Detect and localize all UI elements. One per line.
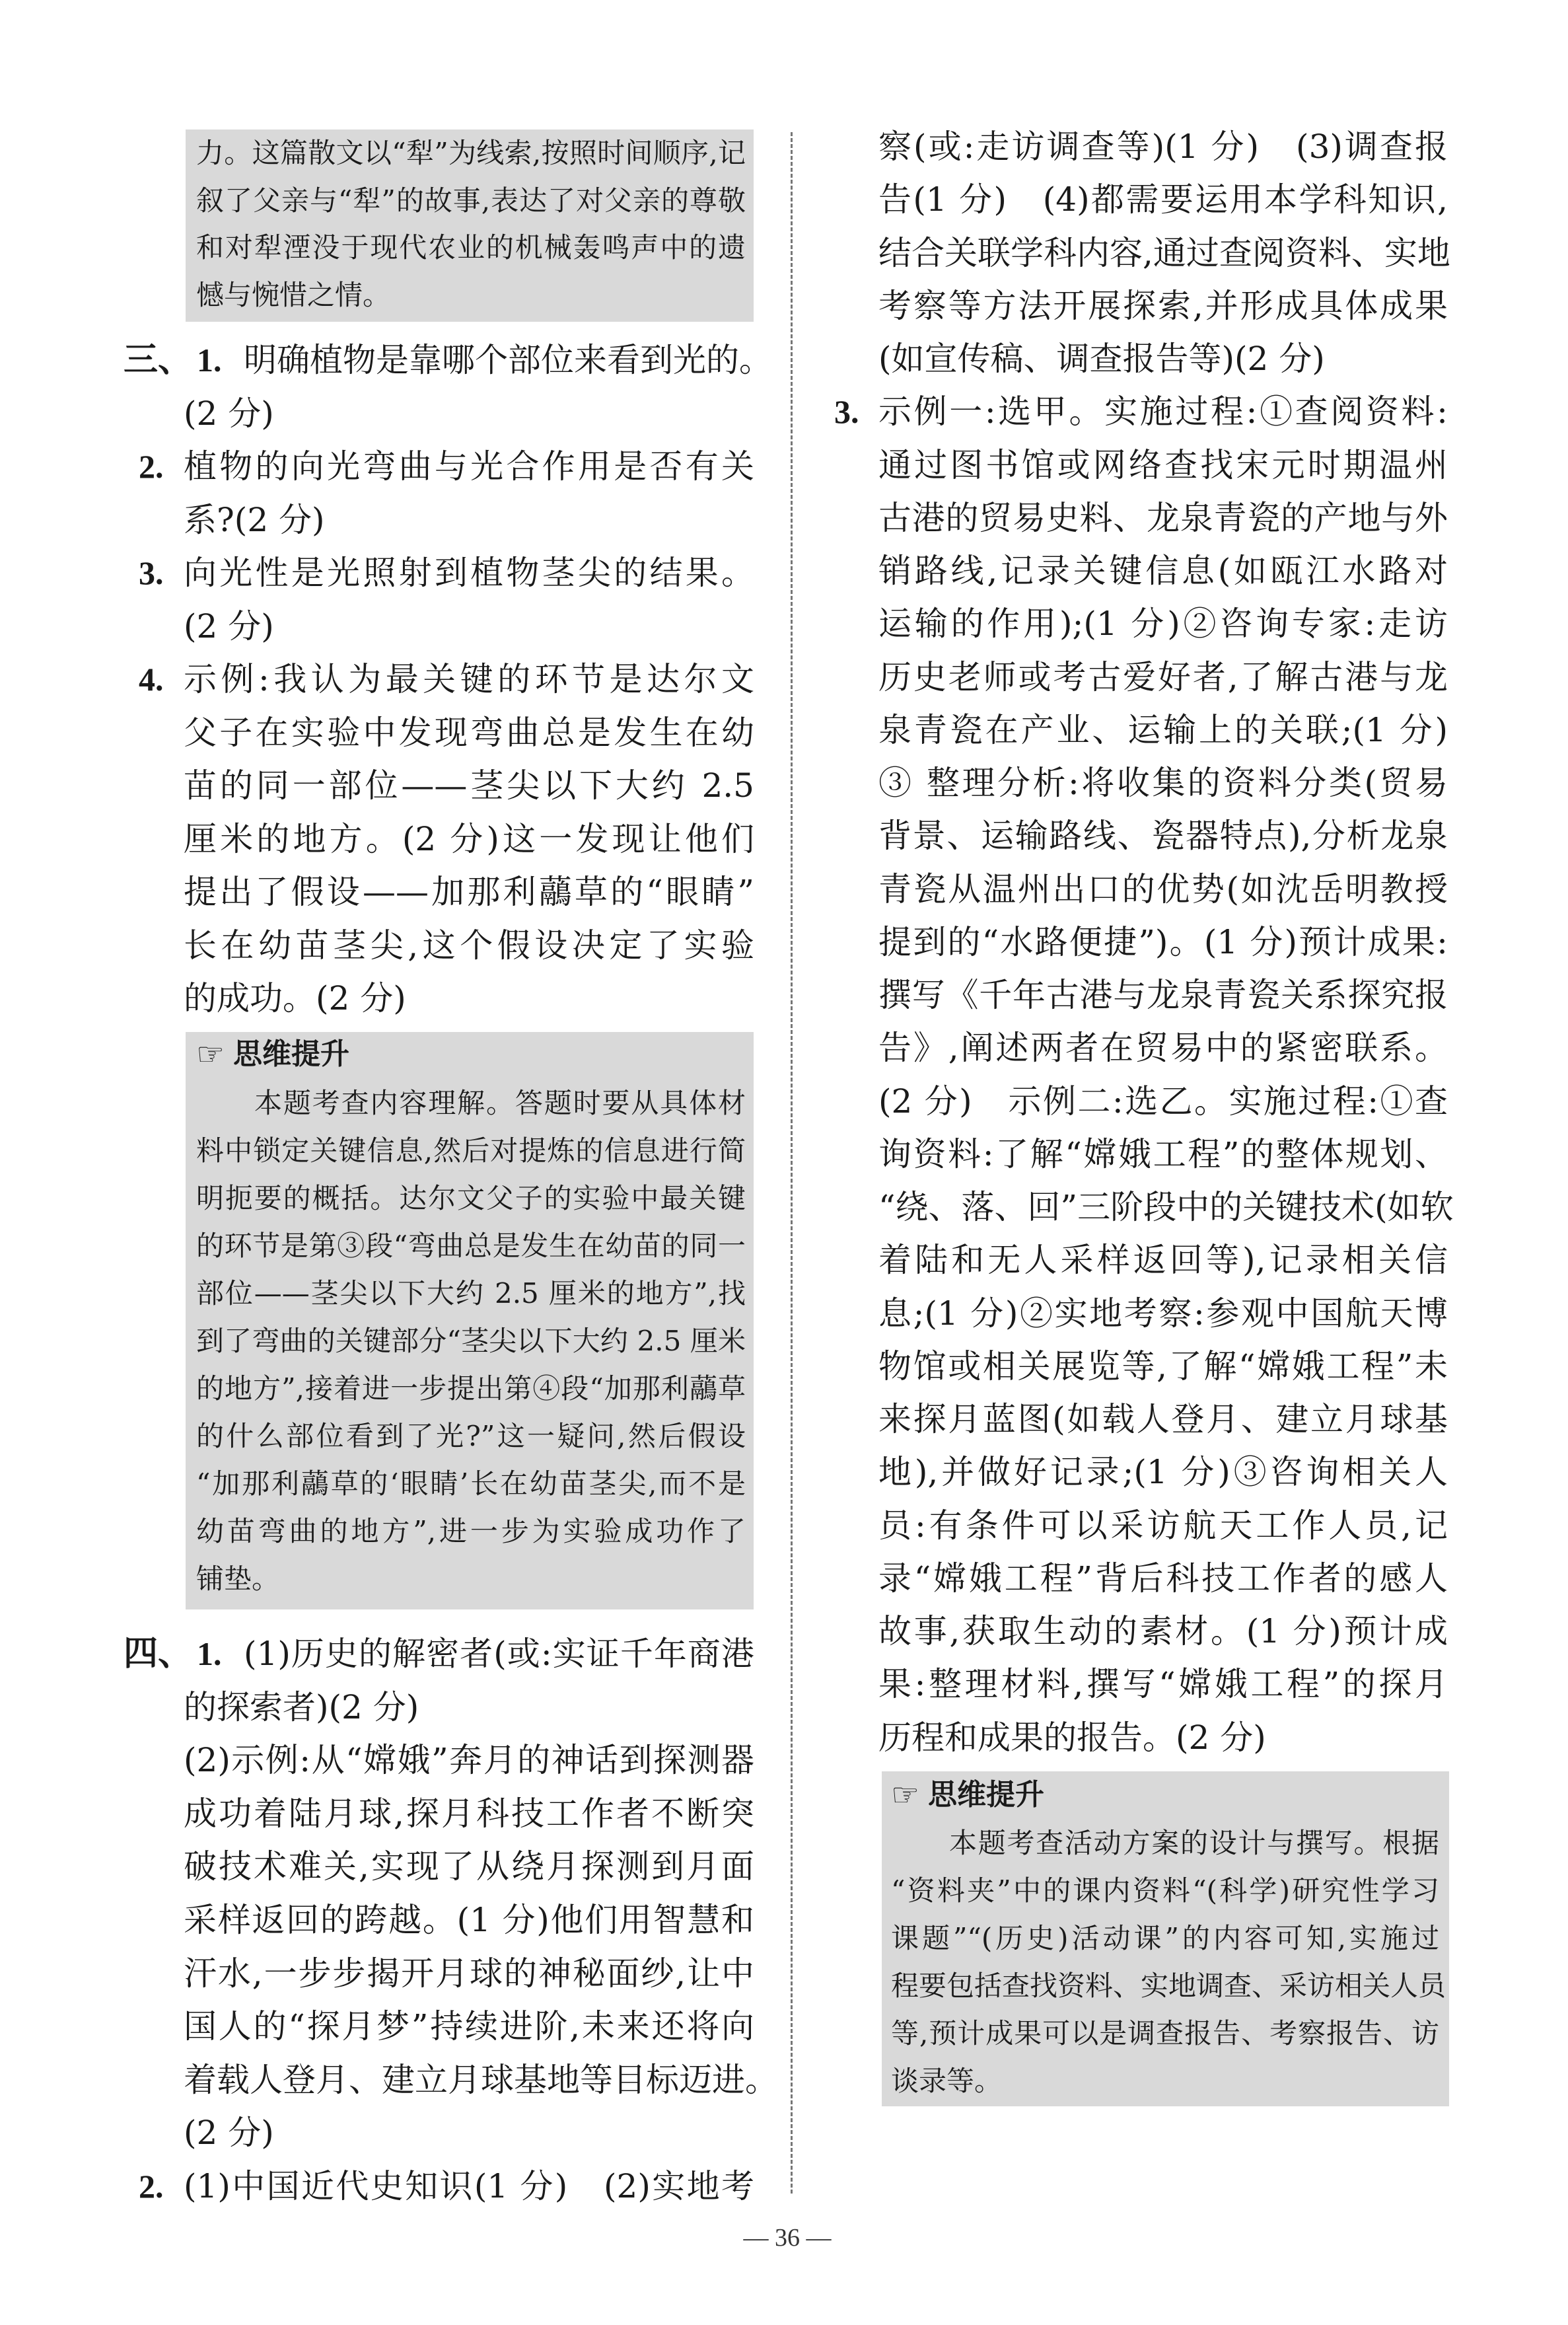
text-line: 叙了父亲与“犁”的故事,表达了对父亲的尊敬 bbox=[196, 184, 746, 217]
item-number: 2. bbox=[139, 2168, 164, 2205]
page-number: — 36 — bbox=[743, 2224, 832, 2252]
text-line: (1)中国近代史知识(1 分) (2)实地考 bbox=[184, 2167, 754, 2205]
text-line: (2 分) bbox=[184, 394, 274, 433]
text-line: 果:整理材料,撰写“嫦娥工程”的探月 bbox=[878, 1665, 1448, 1704]
text-line: 的地方”,接着进一步提出第④段“加那利虉草 bbox=[196, 1372, 746, 1405]
text-line: 泉青瓷在产业、运输上的关联;(1 分) bbox=[878, 710, 1448, 749]
text-line: (2 分) 示例二:选乙。实施过程:①查 bbox=[878, 1082, 1448, 1121]
text-line: 息;(1 分)②实地考察:参观中国航天博 bbox=[878, 1294, 1448, 1333]
text-line: 的探索者)(2 分) bbox=[184, 1687, 419, 1726]
item-number: 2. bbox=[139, 448, 164, 485]
text-line: 长在幼苗茎尖,这个假设决定了实验 bbox=[184, 926, 754, 965]
text-line: 员:有条件可以采访航天工作人员,记 bbox=[878, 1506, 1448, 1545]
text-line: (2 分) bbox=[184, 2114, 274, 2153]
text-line: 来探月蓝图(如载人登月、建立月球基 bbox=[878, 1400, 1448, 1438]
text-line: (2 分) bbox=[184, 607, 274, 646]
text-line: 撰写《千年古港与龙泉青瓷关系探究报 bbox=[878, 976, 1448, 1014]
text-line: 故事,获取生动的素材。(1 分)预计成 bbox=[878, 1612, 1448, 1650]
text-line: 程要包括查找资料、实地调查、采访相关人员 bbox=[891, 1970, 1446, 2002]
item-number: 3. bbox=[834, 393, 859, 431]
item-number: 3. bbox=[139, 554, 164, 591]
text-line: 部位——茎尖以下大约 2.5 厘米的地方”,找 bbox=[196, 1277, 746, 1310]
section-label: 四、 bbox=[124, 1633, 193, 1674]
text-line: (2)示例:从“嫦娥”奔月的神话到探测器 bbox=[184, 1741, 754, 1780]
text-line: 察(或:走访调查等)(1 分) (3)调查报 bbox=[878, 128, 1448, 166]
text-line: 和对犁湮没于现代农业的机械轰鸣声中的遗 bbox=[196, 231, 746, 264]
text-line: 父子在实验中发现弯曲总是发生在幼 bbox=[184, 713, 754, 752]
pointing-hand-icon: ☞ bbox=[891, 1777, 920, 1814]
text-line: 明扼要的概括。达尔文父子的实验中最关键 bbox=[196, 1182, 746, 1214]
text-line: 着载人登月、建立月球基地等目标迈进。 bbox=[184, 2060, 778, 2099]
text-line: (如宣传稿、调查报告等)(2 分) bbox=[878, 340, 1325, 378]
text-line: 着陆和无人采样返回等),记录相关信 bbox=[878, 1241, 1448, 1280]
text-line: 成功着陆月球,探月科技工作者不断突 bbox=[184, 1794, 754, 1833]
text-line: 国人的“探月梦”持续进阶,未来还将向 bbox=[184, 2007, 754, 2046]
text-line: 憾与惋惜之情。 bbox=[196, 278, 391, 311]
text-line: 提出了假设——加那利虉草的“眼睛” bbox=[184, 873, 754, 911]
text-line: 苗的同一部位——茎尖以下大约 2.5 bbox=[184, 766, 754, 805]
text-line: 谈录等。 bbox=[891, 2065, 1003, 2097]
text-line: 明确植物是靠哪个部位来看到光的。 bbox=[244, 341, 772, 379]
item-number: 4. bbox=[139, 661, 164, 698]
text-line: 铺垫。 bbox=[196, 1563, 280, 1595]
text-line: 本题考查内容理解。答题时要从具体材 bbox=[254, 1087, 746, 1119]
text-line: 询资料:了解“嫦娥工程”的整体规划、 bbox=[878, 1134, 1448, 1173]
text-line: 的环节是第③段“弯曲总是发生在幼苗的同一 bbox=[196, 1230, 746, 1262]
text-line: 销路线,记录关键信息(如瓯江水路对 bbox=[878, 552, 1448, 590]
item-number: 1. bbox=[197, 342, 222, 379]
text-line: 背景、运输路线、瓷器特点),分析龙泉 bbox=[878, 817, 1448, 856]
text-line: 告(1 分) (4)都需要运用本学科知识, bbox=[878, 180, 1448, 219]
box-title: 思维提升 bbox=[928, 1778, 1044, 1812]
text-line: 到了弯曲的关键部分“茎尖以下大约 2.5 厘米 bbox=[196, 1325, 746, 1357]
text-line: 历史老师或考古爱好者,了解古港与龙 bbox=[878, 657, 1448, 696]
text-line: 向光性是光照射到植物茎尖的结果。 bbox=[184, 554, 754, 592]
text-line: “绕、落、回”三阶段中的关键技术(如软 bbox=[878, 1188, 1454, 1226]
text-line: 破技术难关,实现了从绕月探测到月面 bbox=[184, 1847, 754, 1886]
text-line: “资料夹”中的课内资料“(科学)研究性学习 bbox=[891, 1874, 1439, 1907]
text-line: 录“嫦娥工程”背后科技工作者的感人 bbox=[878, 1559, 1448, 1598]
pointing-hand-icon: ☞ bbox=[196, 1036, 225, 1073]
text-line: 告》,阐述两者在贸易中的紧密联系。 bbox=[878, 1029, 1448, 1068]
text-line: 示例一:选甲。实施过程:①查阅资料: bbox=[878, 392, 1448, 431]
text-line: 采样返回的跨越。(1 分)他们用智慧和 bbox=[184, 1901, 754, 1939]
text-line: 古港的贸易史料、龙泉青瓷的产地与外 bbox=[878, 498, 1448, 537]
text-line: 的成功。(2 分) bbox=[184, 979, 406, 1017]
text-line: “加那利虉草的‘眼睛’长在幼苗茎尖,而不是 bbox=[196, 1467, 746, 1500]
text-line: 本题考查活动方案的设计与撰写。根据 bbox=[949, 1827, 1439, 1859]
text-line: 厘米的地方。(2 分)这一发现让他们 bbox=[184, 819, 754, 858]
text-line: 考察等方法开展探索,并形成具体成果 bbox=[878, 286, 1448, 325]
text-line: 运输的作用);(1 分)②咨询专家:走访 bbox=[878, 605, 1448, 644]
text-line: 结合关联学科内容,通过查阅资料、实地 bbox=[878, 233, 1450, 272]
text-line: ③ 整理分析:将收集的资料分类(贸易 bbox=[878, 764, 1448, 802]
text-line: (1)历史的解密者(或:实证千年商港 bbox=[244, 1635, 754, 1673]
text-line: 等,预计成果可以是调查报告、考察报告、访 bbox=[891, 2017, 1439, 2049]
item-number: 1. bbox=[197, 1635, 222, 1672]
text-line: 通过图书馆或网络查找宋元时期温州 bbox=[878, 445, 1448, 484]
text-line: 汗水,一步步揭开月球的神秘面纱,让中 bbox=[184, 1954, 754, 1993]
text-line: 料中锁定关键信息,然后对提炼的信息进行简 bbox=[196, 1134, 746, 1167]
text-line: 物馆或相关展览等,了解“嫦娥工程”未 bbox=[878, 1347, 1448, 1385]
text-line: 幼苗弯曲的地方”,进一步为实验成功作了 bbox=[196, 1515, 746, 1547]
text-line: 的什么部位看到了光?”这一疑问,然后假设 bbox=[196, 1420, 746, 1452]
text-line: 系?(2 分) bbox=[184, 500, 325, 539]
text-line: 青瓷从温州出口的优势(如沈岳明教授 bbox=[878, 869, 1448, 908]
box-title: 思维提升 bbox=[233, 1037, 349, 1071]
text-line: 历程和成果的报告。(2 分) bbox=[878, 1718, 1266, 1757]
text-line: 力。这篇散文以“犁”为线索,按照时间顺序,记 bbox=[196, 137, 746, 169]
text-line: 提到的“水路便捷”)。(1 分)预计成果: bbox=[878, 922, 1448, 961]
text-line: 示例:我认为最关键的环节是达尔文 bbox=[184, 660, 754, 698]
text-line: 地),并做好记录;(1 分)③咨询相关人 bbox=[878, 1453, 1448, 1492]
section-label: 三、 bbox=[124, 340, 193, 380]
column-divider bbox=[791, 132, 793, 2194]
text-line: 植物的向光弯曲与光合作用是否有关 bbox=[184, 447, 754, 486]
text-line: 课题”“(历史)活动课”的内容可知,实施过 bbox=[891, 1922, 1439, 1954]
